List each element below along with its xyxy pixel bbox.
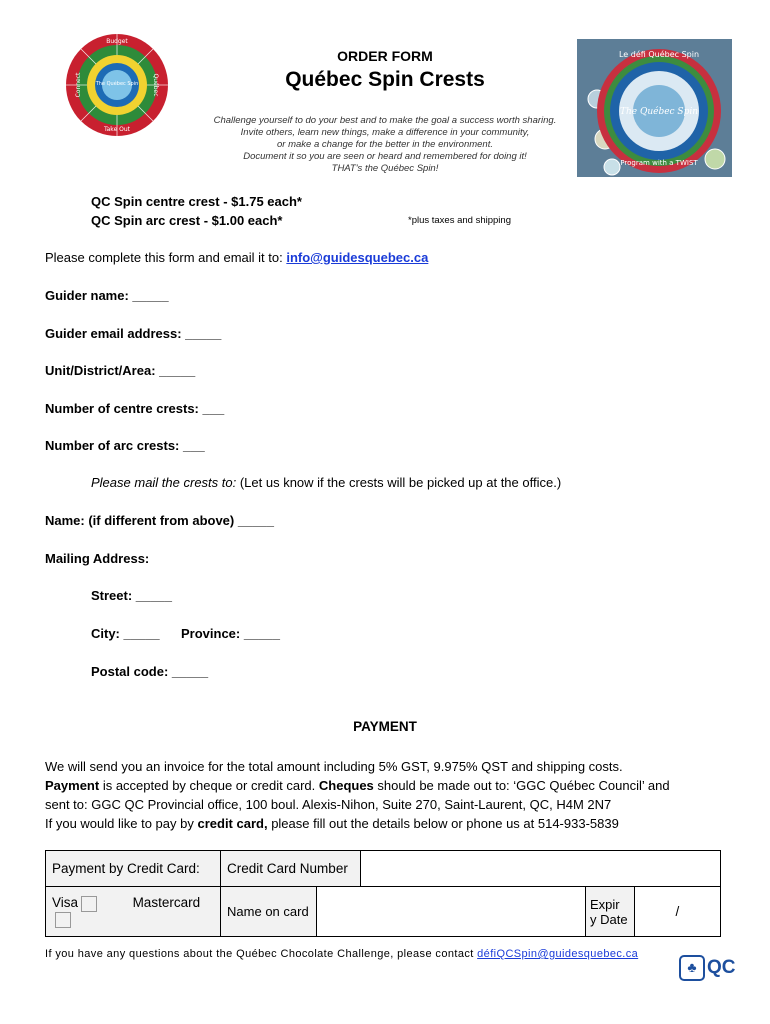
unit-district-field[interactable]: Unit/District/Area: _____ — [45, 363, 196, 378]
left-crest-ring-label: Budget — [106, 38, 128, 45]
expiry-slash: / — [675, 904, 680, 919]
payment-text-fragment: should be made out to: ‘GGC Québec Council’ and — [373, 778, 670, 793]
payment-heading: PAYMENT — [353, 719, 417, 734]
arc-crest-price: QC Spin arc crest - $1.00 each* — [91, 213, 283, 228]
footer-question: If you have any questions about the Québec Chocolate Challenge, please contact — [45, 948, 478, 960]
mail-instruction-prefix: Please mail the crests to: — [91, 475, 237, 490]
arc-crest-count-field[interactable]: Number of arc crests: ___ — [45, 438, 205, 453]
payment-text-fragment: please fill out the details below or phone us at 514-933-5839 — [267, 816, 619, 831]
payment-bold: Payment — [45, 778, 100, 793]
intro-line: THAT's the Québec Spin! — [331, 163, 439, 174]
mail-instruction — [91, 475, 561, 490]
payment-by-credit-card-label: Payment by Credit Card: — [46, 851, 221, 887]
visa-checkbox[interactable] — [81, 896, 97, 912]
credit-card-table — [45, 850, 721, 937]
province-field[interactable]: Province: _____ — [181, 626, 281, 641]
payment-line-1: We will send you an invoice for the total amount including 5% GST, 9.975% QST and shipping costs. — [45, 759, 623, 774]
left-crest-ring-label: Connect — [75, 72, 82, 98]
cheques-bold: Cheques — [318, 778, 374, 793]
left-crest-center-text: The Québec Spin — [95, 81, 139, 87]
name-on-card-input[interactable] — [316, 887, 585, 937]
mastercard-checkbox[interactable] — [55, 912, 71, 928]
left-crest-ring-label: Take Out — [103, 126, 131, 133]
contact-email-link[interactable]: info@guidesquebec.ca — [286, 250, 429, 265]
payment-text — [45, 757, 745, 833]
order-form-label: ORDER FORM — [337, 48, 433, 64]
mastercard-label: Mastercard — [132, 895, 201, 911]
street-field[interactable]: Street: _____ — [91, 588, 172, 603]
centre-crest-count-field[interactable]: Number of centre crests: ___ — [45, 401, 225, 416]
expiry-date-label: Expir y Date — [585, 887, 634, 937]
name-on-card-label: Name on card — [221, 887, 317, 937]
city-field[interactable]: City: _____ — [91, 626, 160, 641]
credit-card-bold: credit card, — [197, 816, 268, 831]
qc-logo-text: QC — [707, 957, 736, 978]
card-type-cell — [46, 887, 221, 937]
intro-line: Invite others, learn new things, make a difference in your community, — [240, 127, 530, 138]
right-crest-center-text: The Québec Spin — [619, 107, 699, 117]
mailing-address-label: Mailing Address: — [45, 551, 150, 566]
instruction-text: Please complete this form and email it to: — [45, 250, 287, 265]
payment-text-fragment: If you would like to pay by — [45, 816, 198, 831]
mail-instruction-note: (Let us know if the crests will be picked up at the office.) — [236, 475, 562, 490]
credit-card-number-label: Credit Card Number — [221, 851, 361, 887]
right-crest-bottom-text: Program with a TWIST — [620, 159, 698, 167]
left-crest-image — [65, 33, 169, 137]
intro-line: Challenge yourself to do your best and to make the goal a success worth sharing. — [213, 115, 557, 126]
trefoil-icon: ♣ — [679, 955, 705, 981]
right-crest-image — [577, 39, 732, 177]
payment-line-4 — [45, 814, 745, 833]
qc-logo — [679, 955, 736, 981]
intro-line: Document it so you are seen or heard and remembered for doing it! — [243, 151, 527, 162]
postal-code-field[interactable]: Postal code: _____ — [91, 664, 209, 679]
instruction-line — [45, 250, 428, 265]
centre-crest-price: QC Spin centre crest - $1.75 each* — [91, 194, 302, 209]
right-crest-arc-text: Le défi Québec Spin — [618, 50, 700, 59]
guider-email-field[interactable]: Guider email address: _____ — [45, 326, 222, 341]
mail-name-field[interactable]: Name: (if different from above) _____ — [45, 513, 275, 528]
footer-text — [45, 948, 638, 960]
credit-card-number-input[interactable] — [361, 851, 721, 887]
guider-name-field[interactable]: Guider name: _____ — [45, 288, 169, 303]
visa-label: Visa — [52, 895, 79, 911]
footer-email-link[interactable]: défiQCSpin@guidesquebec.ca — [477, 948, 639, 960]
intro-text — [180, 115, 590, 175]
left-crest-ring-label: Québec — [152, 73, 159, 97]
payment-text-fragment: is accepted by cheque or credit card. — [99, 778, 319, 793]
page-title: Québec Spin Crests — [285, 68, 485, 91]
expiry-date-input[interactable] — [634, 887, 720, 937]
payment-line-3: sent to: GGC QC Provincial office, 100 boul. Alexis-Nihon, Suite 270, Saint-Laurent, QC, H4M 2N7 — [45, 797, 612, 812]
payment-line-2 — [45, 776, 745, 795]
price-note: *plus taxes and shipping — [408, 215, 511, 226]
intro-line: or make a change for the better in the environment. — [277, 139, 493, 150]
